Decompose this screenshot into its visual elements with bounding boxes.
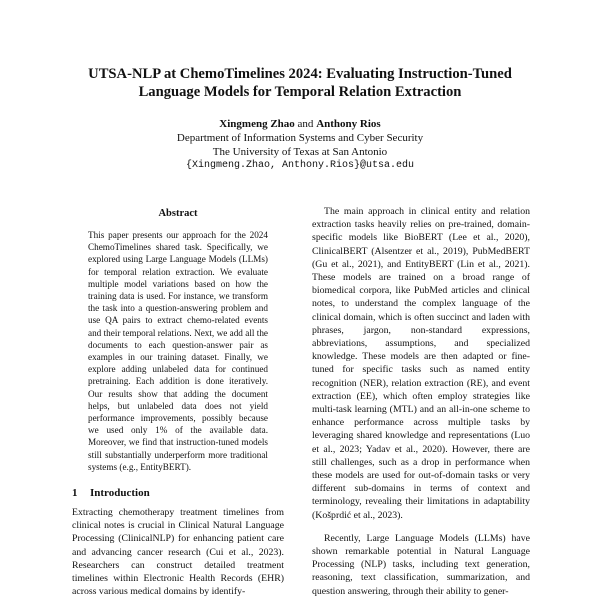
- abstract-heading: Abstract: [158, 208, 198, 219]
- right-paragraph-2: Recently, Large Language Models (LLMs) have shown remarkable potential in Natural Language Processing (NLP) tasks, including text generation, reasoning, text classification, summarization, and question answering, through their ability to gener-: [312, 532, 530, 597]
- affiliation-department: Department of Information Systems and Cyber Security: [176, 132, 424, 144]
- author-1: Xingmeng Zhao: [219, 118, 295, 130]
- introduction-paragraph-1: Extracting chemotherapy treatment timelines from clinical notes is crucial in Clinical Natural Language Processing (ClinicalNLP) for enhancing patient care and advancing cancer research (Cui et al., 2023). Researchers can construct detailed treatment timelines within Electronic Health Records (EHR) across various medical domains by identify-: [72, 507, 284, 598]
- abstract-text: This paper presents our approach for the 2024 ChemoTimelines shared task. Specifically, we explored using Large Language Models (LLMs) for temporal relation extraction. We evaluate multiple model variations based on how the training data is used. For instance, we transform the task into a question-answering problem and use QA pairs to extract chemo-related events and their temporal relations. Next, we add all the documents to each question-answer pair as examples in our training dataset. Finally, we explore adding unlabeled data for continued pretraining. Each addition is done iteratively. Our results show that adding the document helps, but unlabeled data does not yield performance improvements, possibly because we used only 1% of the available data. Moreover, we find that instruction-tuned models still substantially underperform more traditional systems (e.g., EntityBERT).: [88, 230, 268, 472]
- section-title-text: Introduction: [90, 487, 150, 500]
- left-column: [72, 205, 284, 598]
- author-names: [60, 117, 540, 131]
- section-number: 1: [72, 487, 78, 500]
- right-column: [312, 205, 530, 598]
- title-line-1: UTSA-NLP at ChemoTimelines 2024: Evaluating Instruction-Tuned: [88, 66, 512, 82]
- introduction-heading: [72, 486, 284, 500]
- author-emails: {Xingmeng.Zhao, Anthony.Rios}@utsa.edu: [185, 160, 415, 171]
- right-paragraph-1: The main approach in clinical entity and relation extraction tasks heavily relies on pre-trained, domain-specific models like BioBERT (Lee et al., 2020), ClinicalBERT (Alsentzer et al., 2019), PubMedBERT (Gu et al., 2021), and EntityBERT (Lin et al., 2021). These models are trained on a broad range of biomedical corpora, like PubMed articles and clinical notes, to understand the complex language of the clinical domain, which is often succinct and laden with phrases, jargon, non-standard expressions, abbreviations, assumptions, and specialized knowledge. These models are then adapted or fine-tuned for specific tasks such as named entity recognition (NER), relation extraction (RE), and event extraction (EE), which often employ strategies like multi-task learning (MTL) and an all-in-one scheme to enhance performance across multiple tasks by leveraging shared knowledge and representations (Luo et al., 2023; Yadav et al., 2020). However, there are still challenges, such as a drop in performance when these models are used for out-of-domain tasks or very different sub-domains in terms of context and terminology, revealing their limitations in adaptability (Košprdić et al., 2023).: [312, 206, 530, 521]
- title-line-2: Language Models for Temporal Relation Extraction: [138, 83, 462, 100]
- author-block: [60, 117, 540, 173]
- author-separator: and: [297, 118, 314, 130]
- affiliation-university: The University of Texas at San Antonio: [212, 146, 388, 158]
- paper-title: [60, 66, 540, 101]
- author-2: Anthony Rios: [316, 118, 381, 130]
